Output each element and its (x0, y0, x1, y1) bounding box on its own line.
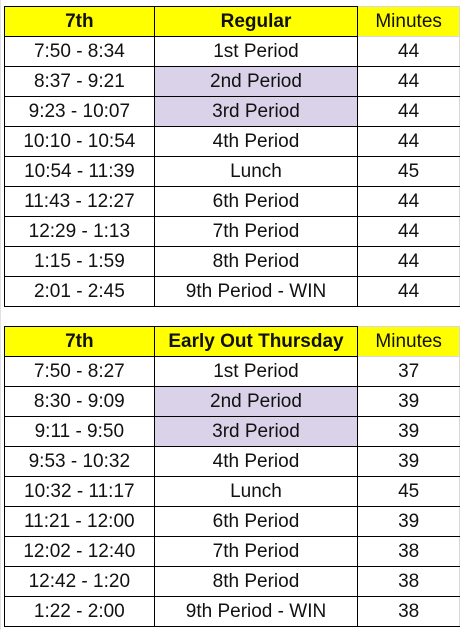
table-row (5, 477, 460, 507)
minutes-cell[interactable]: 44 (358, 97, 460, 127)
time-cell[interactable]: 7:50 - 8:34 (5, 37, 155, 67)
table-header-row (5, 327, 460, 357)
table-row (5, 67, 460, 97)
header-minutes[interactable]: Minutes (358, 7, 460, 37)
table-row (5, 507, 460, 537)
period-cell[interactable]: 9th Period - WIN (154, 277, 358, 307)
period-cell[interactable]: 4th Period (154, 447, 358, 477)
minutes-cell[interactable]: 39 (358, 417, 460, 447)
table-header-row (5, 7, 460, 37)
time-cell[interactable]: 11:21 - 12:00 (5, 507, 155, 537)
period-cell[interactable]: 7th Period (154, 537, 358, 567)
table-row (5, 277, 460, 307)
time-cell[interactable]: 12:02 - 12:40 (5, 537, 155, 567)
time-cell[interactable]: 8:37 - 9:21 (5, 67, 155, 97)
table-row (5, 357, 460, 387)
table-row (5, 387, 460, 417)
time-cell[interactable]: 10:54 - 11:39 (5, 157, 155, 187)
minutes-cell[interactable]: 45 (358, 157, 460, 187)
minutes-cell[interactable]: 44 (358, 277, 460, 307)
period-cell[interactable]: 6th Period (154, 187, 358, 217)
table-row (5, 127, 460, 157)
table-row (5, 97, 460, 127)
period-cell[interactable]: Lunch (154, 157, 358, 187)
time-cell[interactable]: 2:01 - 2:45 (5, 277, 155, 307)
table-row (5, 537, 460, 567)
minutes-cell[interactable]: 44 (358, 67, 460, 97)
time-cell[interactable]: 10:32 - 11:17 (5, 477, 155, 507)
time-cell[interactable]: 9:53 - 10:32 (5, 447, 155, 477)
minutes-cell[interactable]: 44 (358, 37, 460, 67)
table-row (5, 37, 460, 67)
minutes-cell[interactable]: 44 (358, 247, 460, 277)
header-grade[interactable]: 7th (5, 327, 155, 357)
period-cell[interactable]: 3rd Period (154, 417, 358, 447)
minutes-cell[interactable]: 44 (358, 127, 460, 157)
period-cell[interactable]: 7th Period (154, 217, 358, 247)
time-cell[interactable]: 11:43 - 12:27 (5, 187, 155, 217)
period-cell[interactable]: Lunch (154, 477, 358, 507)
period-cell[interactable]: 1st Period (154, 357, 358, 387)
table-row (5, 187, 460, 217)
period-cell[interactable]: 2nd Period (154, 387, 358, 417)
period-cell[interactable]: 2nd Period (154, 67, 358, 97)
period-cell[interactable]: 6th Period (154, 507, 358, 537)
minutes-cell[interactable]: 45 (358, 477, 460, 507)
minutes-cell[interactable]: 37 (358, 357, 460, 387)
header-schedule-name[interactable]: Early Out Thursday (154, 327, 358, 357)
minutes-cell[interactable]: 44 (358, 217, 460, 247)
period-cell[interactable]: 8th Period (154, 247, 358, 277)
period-cell[interactable]: 9th Period - WIN (154, 597, 358, 627)
time-cell[interactable]: 12:42 - 1:20 (5, 567, 155, 597)
time-cell[interactable]: 9:23 - 10:07 (5, 97, 155, 127)
header-schedule-name[interactable]: Regular (154, 7, 358, 37)
time-cell[interactable]: 1:22 - 2:00 (5, 597, 155, 627)
header-minutes[interactable]: Minutes (358, 327, 460, 357)
minutes-cell[interactable]: 39 (358, 387, 460, 417)
period-cell[interactable]: 8th Period (154, 567, 358, 597)
period-cell[interactable]: 3rd Period (154, 97, 358, 127)
time-cell[interactable]: 10:10 - 10:54 (5, 127, 155, 157)
minutes-cell[interactable]: 44 (358, 187, 460, 217)
table-row (5, 597, 460, 627)
time-cell[interactable]: 9:11 - 9:50 (5, 417, 155, 447)
minutes-cell[interactable]: 38 (358, 567, 460, 597)
minutes-cell[interactable]: 39 (358, 507, 460, 537)
table-row (5, 157, 460, 187)
table-row (5, 247, 460, 277)
regular-schedule-table (4, 6, 460, 307)
time-cell[interactable]: 8:30 - 9:09 (5, 387, 155, 417)
gridline (0, 0, 1, 630)
early-out-schedule-table (4, 326, 460, 627)
period-cell[interactable]: 4th Period (154, 127, 358, 157)
period-cell[interactable]: 1st Period (154, 37, 358, 67)
table-row (5, 447, 460, 477)
minutes-cell[interactable]: 39 (358, 447, 460, 477)
minutes-cell[interactable]: 38 (358, 537, 460, 567)
time-cell[interactable]: 1:15 - 1:59 (5, 247, 155, 277)
time-cell[interactable]: 7:50 - 8:27 (5, 357, 155, 387)
table-row (5, 567, 460, 597)
table-row (5, 417, 460, 447)
header-grade[interactable]: 7th (5, 7, 155, 37)
table-row (5, 217, 460, 247)
minutes-cell[interactable]: 38 (358, 597, 460, 627)
time-cell[interactable]: 12:29 - 1:13 (5, 217, 155, 247)
